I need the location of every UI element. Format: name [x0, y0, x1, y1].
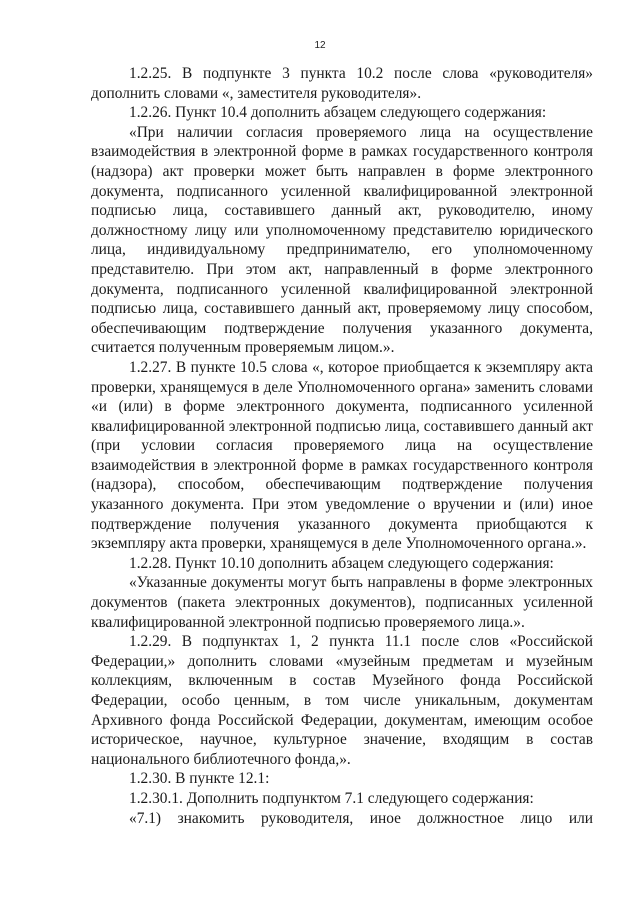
paragraph-1-2-26-quote: «При наличии согласия проверяемого лица на осуществление взаимодействия в электронной форме в рамках государственного контроля (надзора) акт проверки может быть направлен в форме электронного документа, подписанного усиленной квалифицированной электронной подписью лица, составившего данный акт, руководителю, иному должностному лицу или уполномоченному представителю юридического лица, индивидуальному предпринимателю, его уполномоченному представителю. При этом акт, направленный в форме электронного документа, подписанного усиленной квалифицированной электронной подписью лица, составившего данный акт, проверяемому лицу способом, обеспечивающим подтверждение получения указанного документа, считается полученным проверяемым лицом.». [91, 123, 593, 357]
paragraph-1-2-29: 1.2.29. В подпунктах 1, 2 пункта 11.1 после слов «Российской Федерации,» дополнить словами «музейным предметам и музейным коллекциям, включенным в состав Музейного фонда Российской Федерации, особо ценным, в том числе уникальным, документам Архивного фонда Российской Федерации, документам, имеющим особое историческое, научное, культурное значение, входящим в состав национального библиотечного фонда,». [91, 633, 593, 768]
page-number: 12 [314, 40, 326, 51]
paragraph-7-1: «7.1) знакомить руководителя, иное должностное лицо или [129, 809, 593, 827]
paragraph-1-2-28-quote: «Указанные документы могут быть направлены в форме электронных документов (пакета электронных документов), подписанных усиленной квалифицированной электронной подписью проверяемого лица.». [91, 574, 593, 631]
document-body [91, 64, 593, 828]
paragraph-1-2-30-1: 1.2.30.1. Дополнить подпунктом 7.1 следующего содержания: [129, 789, 534, 807]
paragraph-1-2-26: 1.2.26. Пункт 10.4 дополнить абзацем следующего содержания: [129, 104, 547, 122]
paragraph-1-2-25: 1.2.25. В подпункте 3 пункта 10.2 после слова «руководителя» дополнить словами «, заместителя руководителя». [91, 65, 593, 102]
paragraph-1-2-30: 1.2.30. В пункте 12.1: [129, 770, 270, 788]
paragraph-1-2-27: 1.2.27. В пункте 10.5 слова «, которое приобщается к экземпляру акта проверки, хранящемуся в деле Уполномоченного органа» заменить словами «и (или) в форме электронного документа, подписанного усиленной квалифицированной электронной подписью лица, составившего данный акт (при условии согласия проверяемого лица на осуществление взаимодействия в электронной форме в рамках государственного контроля (надзора), способом, обеспечивающим подтверждение получения указанного документа. При этом уведомление о вручении и (или) иное подтверждение получения указанного документа приобщаются к экземпляру акта проверки, хранящемуся в деле Уполномоченного органа.». [91, 358, 593, 553]
paragraph-1-2-28: 1.2.28. Пункт 10.10 дополнить абзацем следующего содержания: [129, 554, 554, 572]
